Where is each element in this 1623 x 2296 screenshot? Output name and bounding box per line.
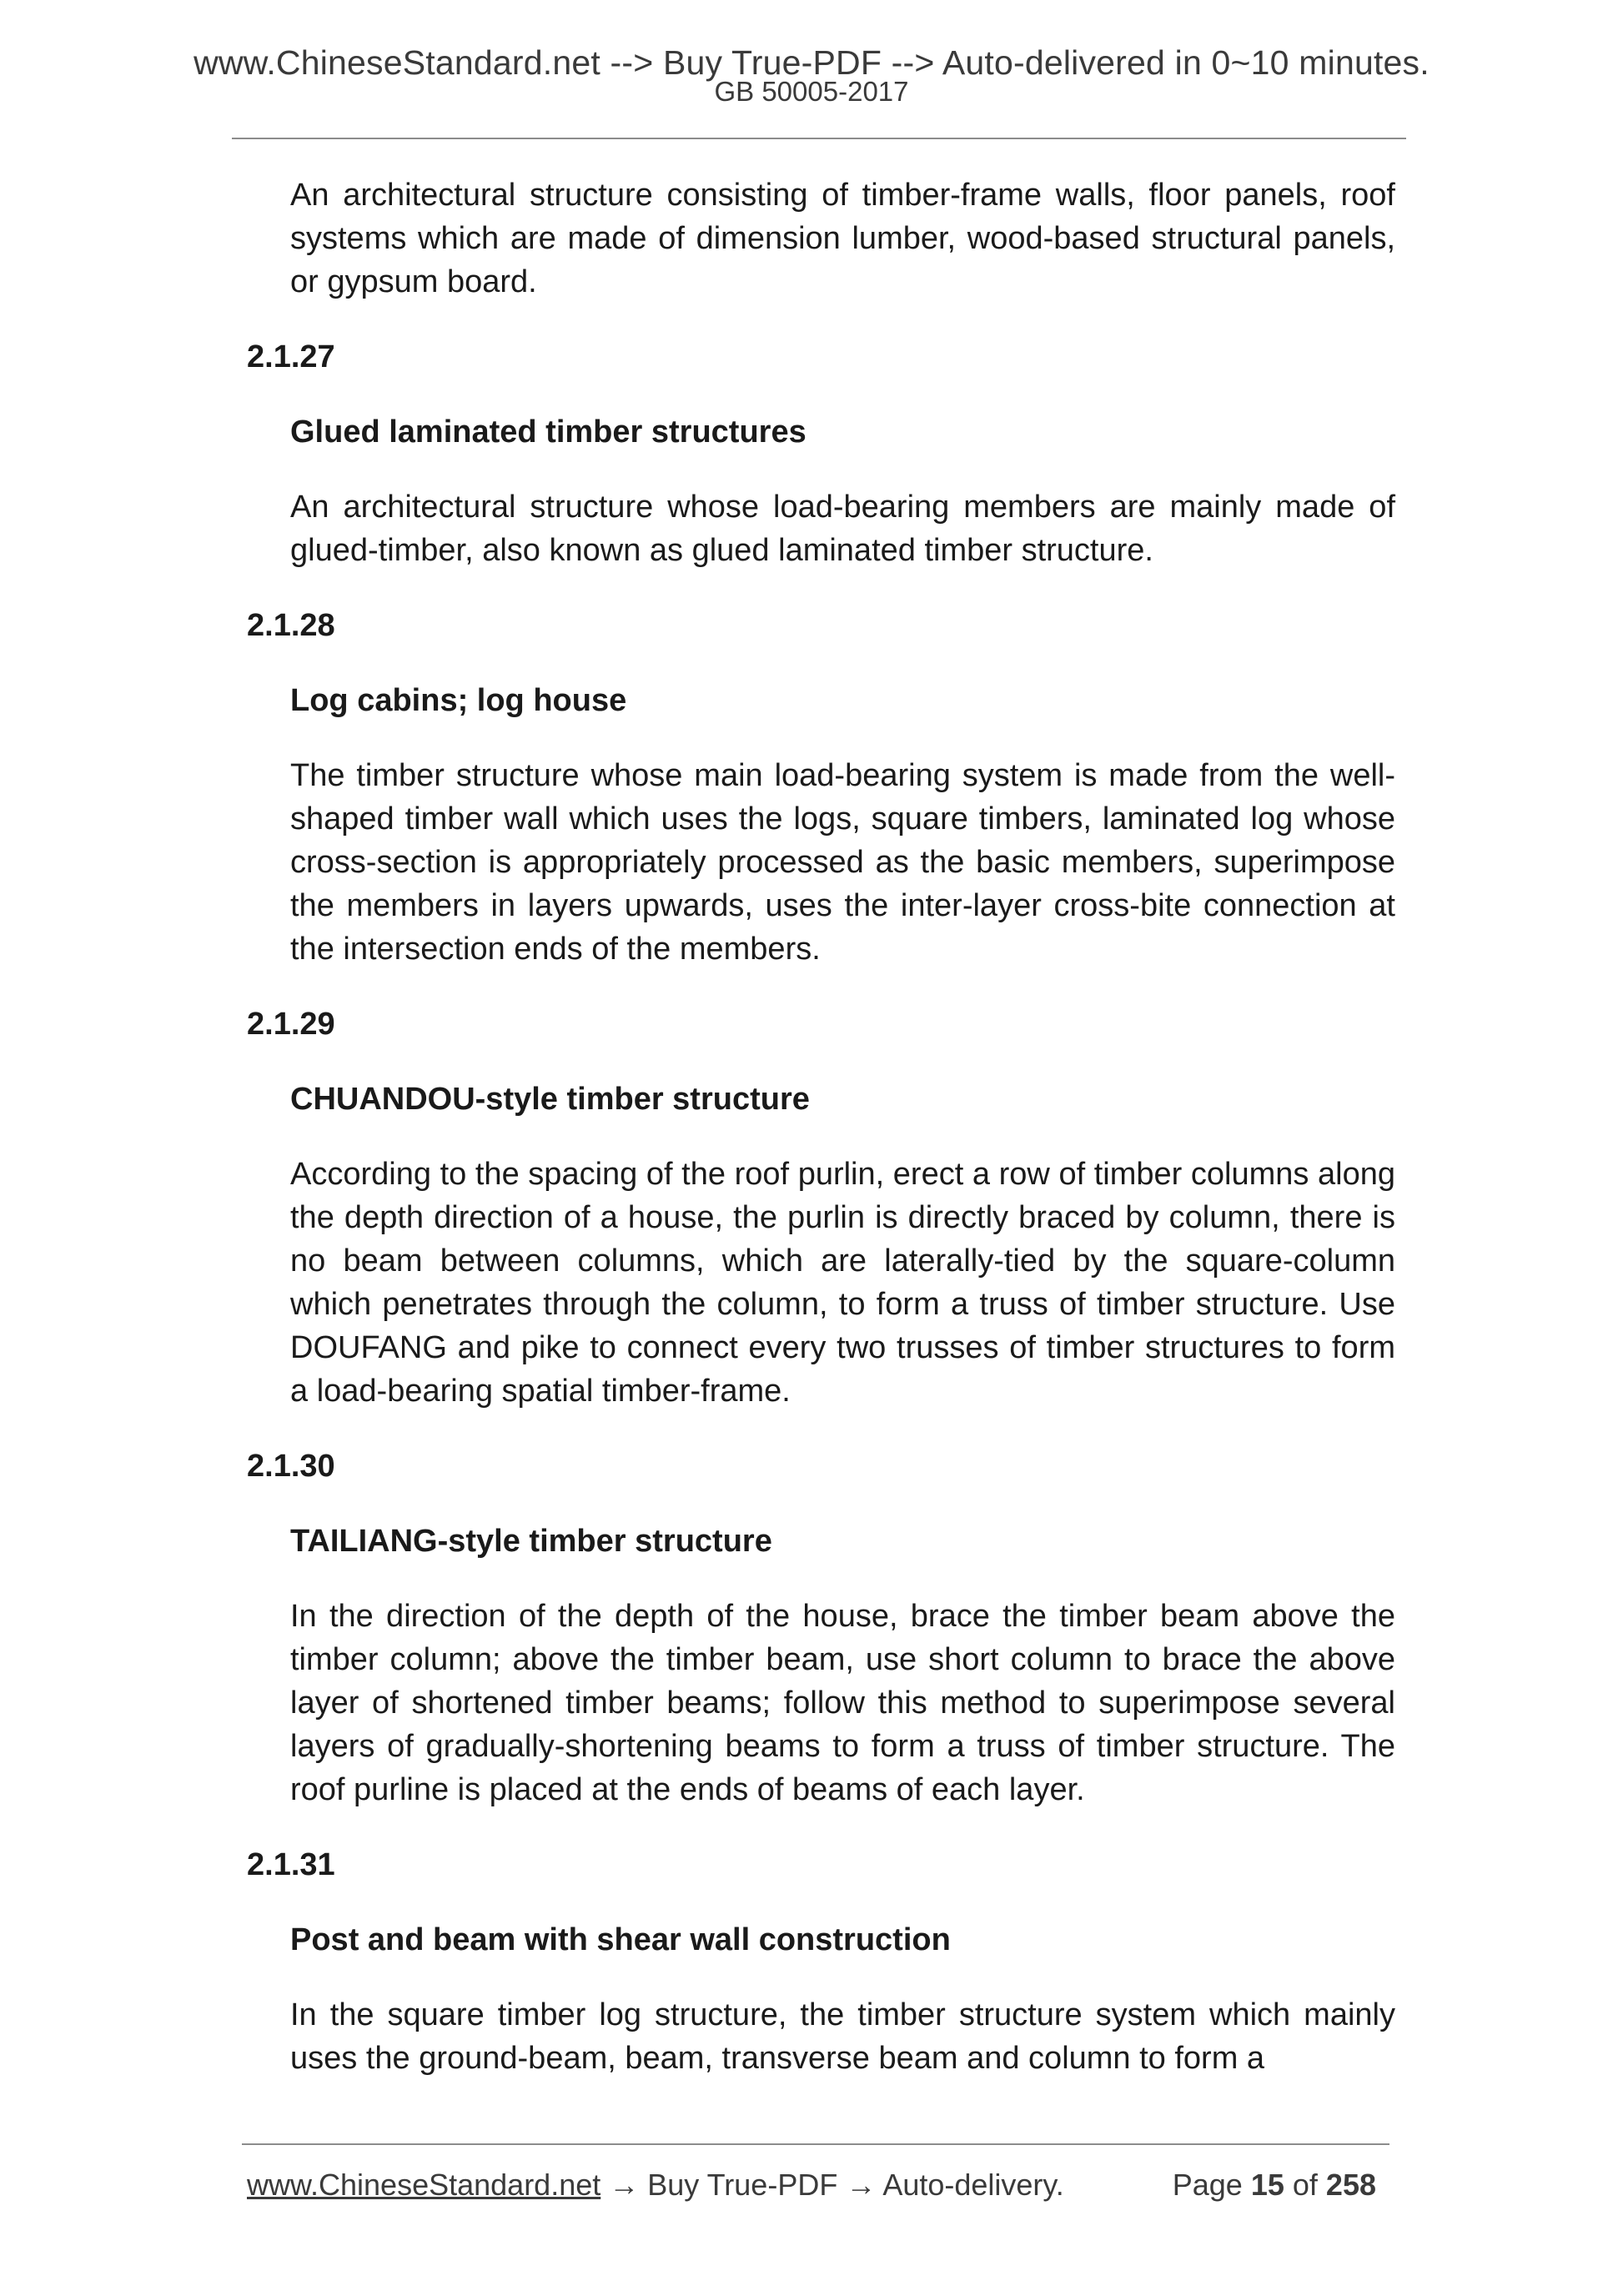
clause-text: In the square timber log structure, the timber structure system which mainly uses the ground-beam, beam, transverse beam and column to form a (290, 1997, 1395, 2076)
clause-2-1-29 (247, 1002, 1398, 1413)
clause-title: TAILIANG-style timber structure (290, 1524, 772, 1559)
clause-2-1-28 (247, 604, 1398, 971)
clause-number: 2.1.29 (247, 1007, 335, 1042)
footer-tagline: → Buy True-PDF → Auto-delivery. (600, 2168, 1064, 2202)
clause-text: An architectural structure whose load-bearing members are mainly made of glued-timber, also known as glued laminated timber structure. (290, 490, 1395, 568)
page-number: 15 (1250, 2168, 1284, 2202)
standard-code: GB 50005-2017 (714, 76, 909, 107)
clause-title: Log cabins; log house (290, 683, 627, 718)
clause-title: Glued laminated timber structures (290, 414, 806, 450)
clause-text: According to the spacing of the roof purlin, erect a row of timber columns along the depth direction of a house, the purlin is directly braced by column, there is no beam between columns, which are laterally-tied by the square-column which penetrates through the column, to form a truss of timber structure. Use DOUFANG and pike to connect every two trusses of timber structures to form a load-bearing spatial timber-frame. (290, 1157, 1395, 1409)
clause-number: 2.1.27 (247, 339, 335, 374)
footer-promo (247, 2167, 1064, 2203)
clause-text: The timber structure whose main load-bearing system is made from the well-shaped timber wall which uses the logs, square timbers, laminated log whose cross-section is appropriately processed as the basic members, superimpose the members in layers upwards, uses the inter-layer cross-bite connection at the intersection ends of the members. (290, 758, 1395, 967)
intro-paragraph: An architectural structure consisting of timber-frame walls, floor panels, roof systems which are made of dimension lumber, wood-based structural panels, or gypsum board. (290, 178, 1395, 299)
page-label: Page (1172, 2168, 1243, 2202)
page-indicator (1173, 2167, 1376, 2203)
clause-title: Post and beam with shear wall construction (290, 1922, 951, 1957)
clause-title: CHUANDOU-style timber structure (290, 1082, 810, 1117)
header-divider (232, 138, 1406, 139)
clause-number: 2.1.30 (247, 1449, 335, 1484)
header-banner: www.ChineseStandard.net --> Buy True-PDF --> Auto-delivered in 0~10 minutes. (193, 43, 1430, 82)
clause-2-1-31 (247, 1843, 1398, 2080)
footer-divider (242, 2143, 1389, 2145)
clause-number: 2.1.31 (247, 1847, 335, 1882)
clause-text: In the direction of the depth of the house, brace the timber beam above the timber column; above the timber beam, use short column to brace the above layer of shortened timber beams; follow this method to superimpose several layers of gradually-shortening beams to form a truss of timber structure. The roof purline is placed at the ends of beams of each layer. (290, 1599, 1395, 1807)
of-label: of (1292, 2168, 1318, 2202)
site-link[interactable]: www.ChineseStandard.net (247, 2168, 601, 2202)
clause-2-1-30 (247, 1444, 1398, 1811)
total-pages: 258 (1325, 2168, 1376, 2202)
document-body (247, 173, 1398, 2080)
page-header (0, 42, 1623, 107)
clause-2-1-27 (247, 335, 1398, 572)
clause-number: 2.1.28 (247, 608, 335, 643)
